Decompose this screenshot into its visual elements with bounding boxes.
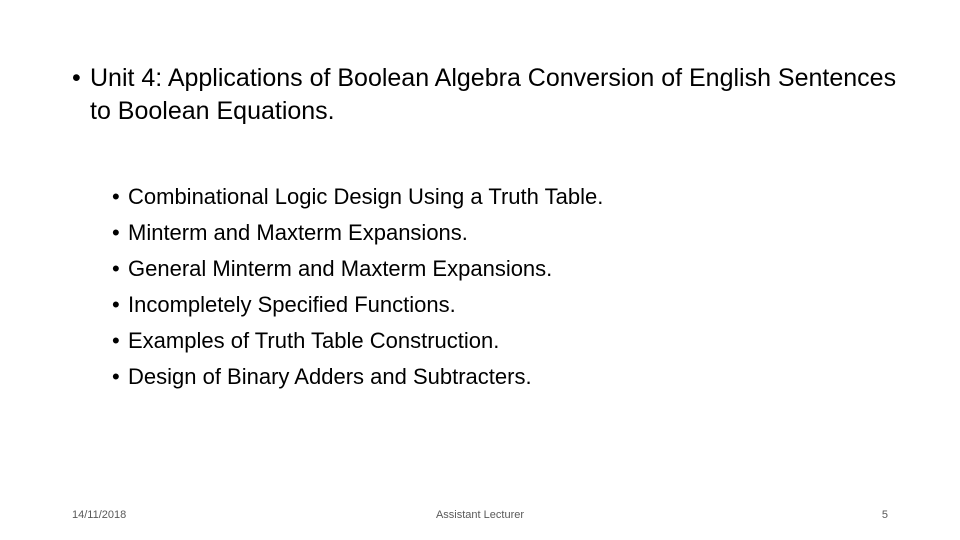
footer-date: 14/11/2018	[72, 509, 127, 521]
sub-bullet-list	[112, 179, 872, 395]
list-item	[112, 251, 872, 287]
bullet-icon: •	[112, 364, 120, 389]
bullet-icon: •	[72, 64, 81, 92]
slide-number: 5	[881, 509, 888, 521]
footer-center-text: Assistant Lecturer	[435, 509, 525, 521]
list-item-text: General Minterm and Maxterm Expansions.	[128, 256, 553, 281]
list-item	[112, 215, 872, 251]
list-item	[112, 359, 872, 395]
list-item-text: Examples of Truth Table Construction.	[128, 328, 500, 353]
list-item-text: Incompletely Specified Functions.	[128, 292, 456, 317]
bullet-icon: •	[112, 184, 120, 209]
bullet-icon: •	[112, 256, 120, 281]
bullet-icon: •	[112, 220, 120, 245]
list-item	[112, 287, 872, 323]
bullet-icon: •	[112, 292, 120, 317]
main-bullet-text: Unit 4: Applications of Boolean Algebra Conversion of English Sentences to Boolean Equations.	[90, 64, 897, 125]
bullet-icon: •	[112, 328, 120, 353]
list-item-text: Minterm and Maxterm Expansions.	[128, 220, 468, 245]
list-item	[112, 323, 872, 359]
main-bullet	[72, 62, 902, 128]
list-item-text: Design of Binary Adders and Subtracters.	[128, 364, 532, 389]
list-item-text: Combinational Logic Design Using a Truth Table.	[128, 184, 604, 209]
list-item	[112, 179, 872, 215]
